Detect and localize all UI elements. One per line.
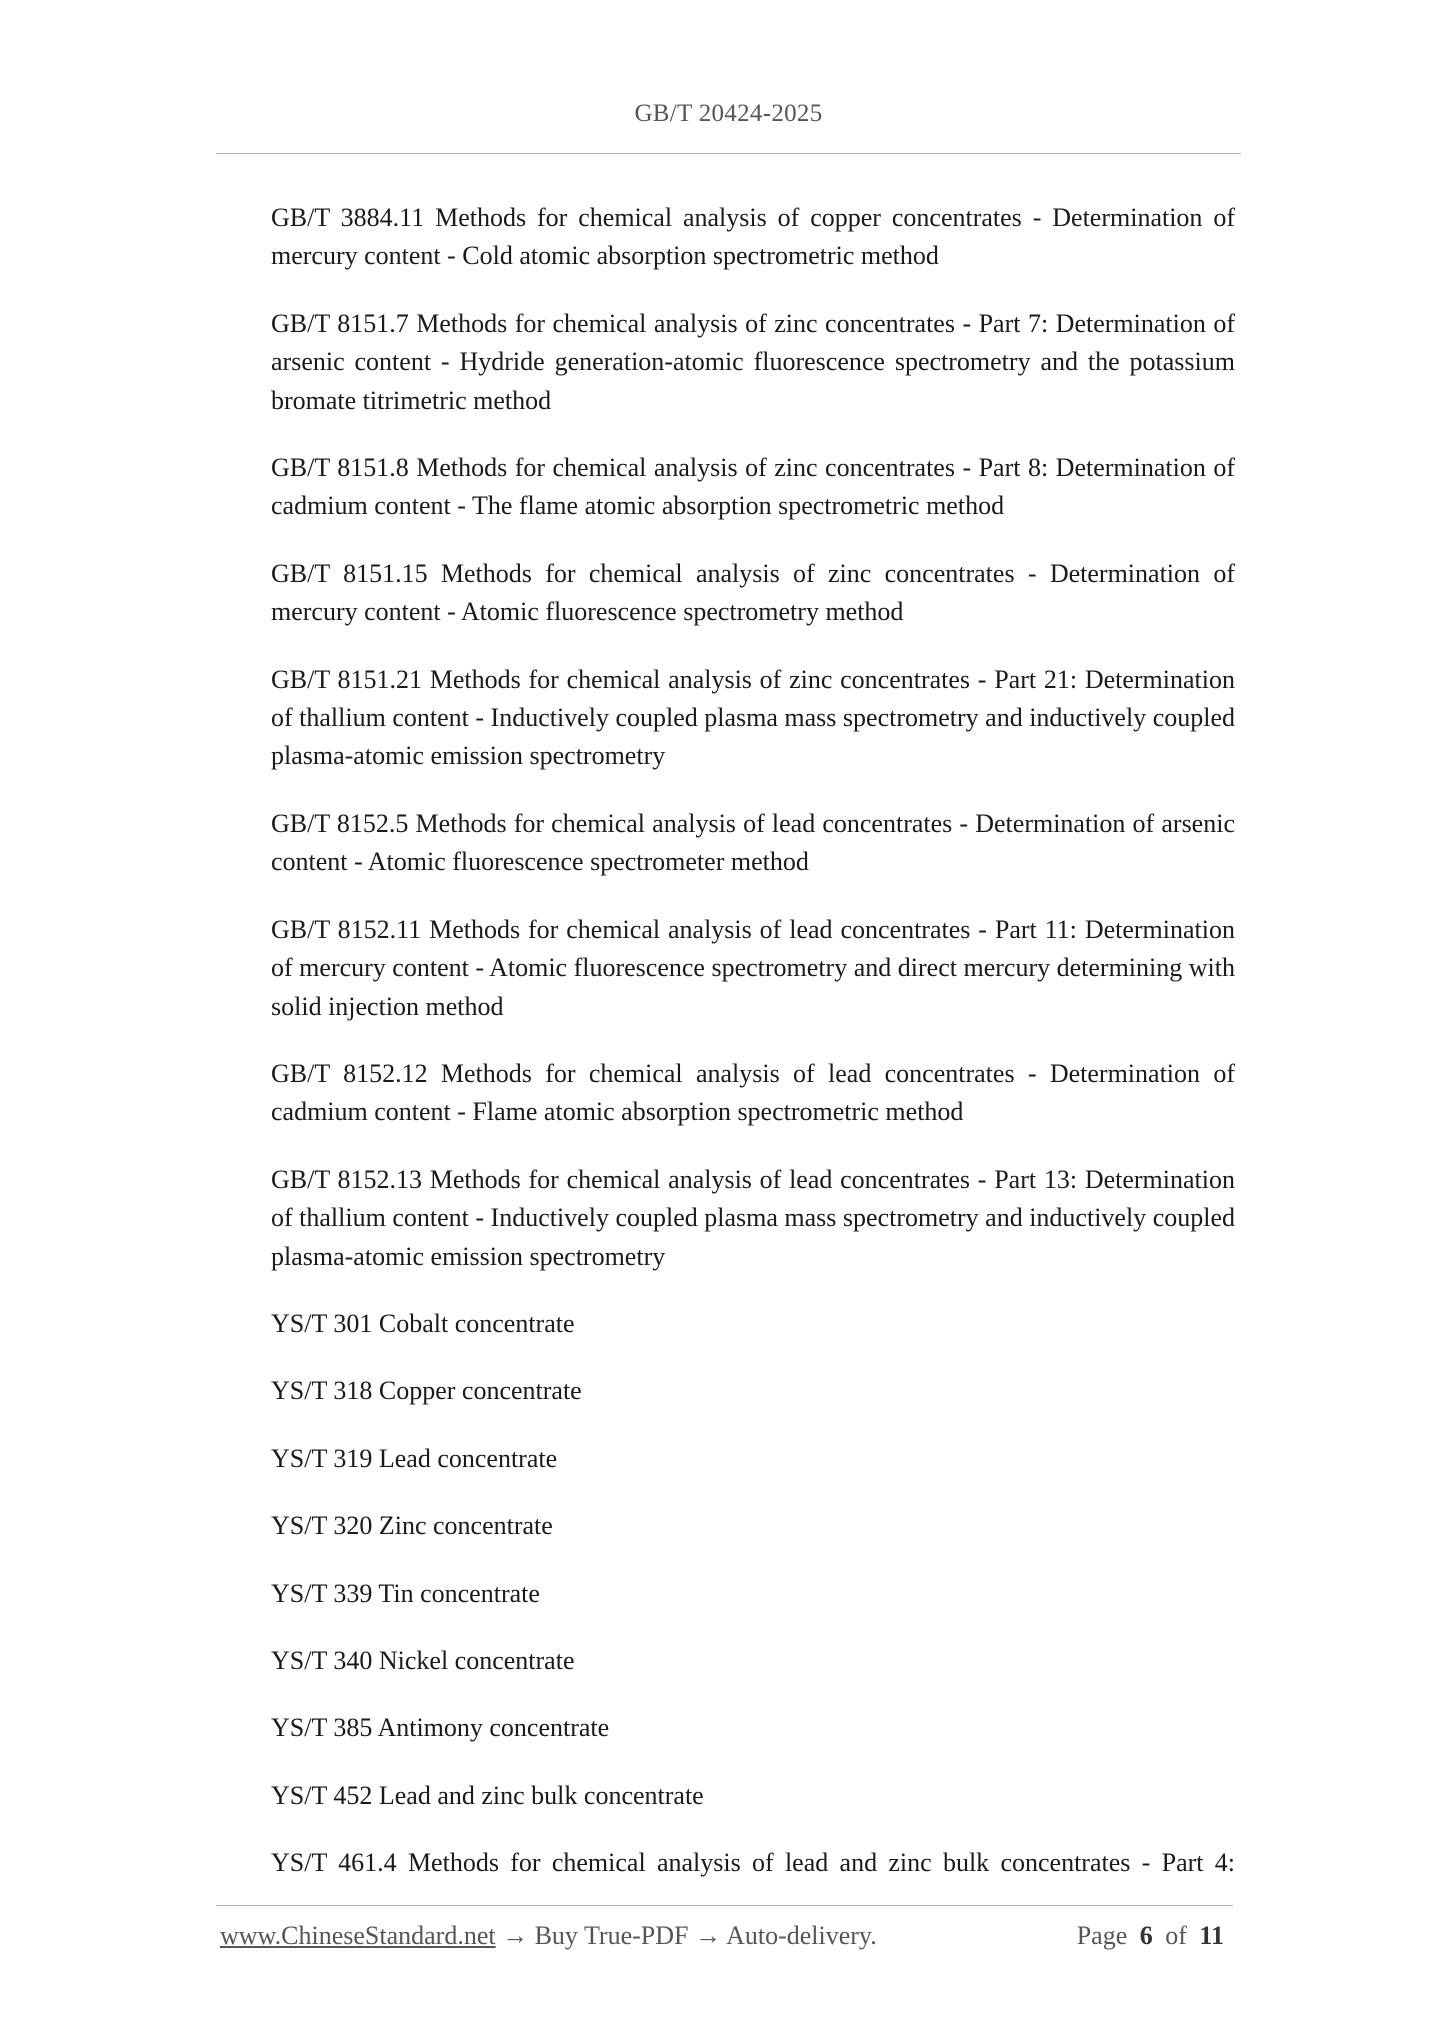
reference-item: GB/T 3884.11 Methods for chemical analysis of copper concentrates - Determination of mercury content - Cold atomic absorption spectrometric method bbox=[271, 203, 1235, 271]
page-label: Page bbox=[1076, 1921, 1128, 1950]
arrow-right-icon: → bbox=[695, 1921, 721, 1950]
reference-item: GB/T 8151.7 Methods for chemical analysis of zinc concentrates - Part 7: Determination of arsenic content - Hydride generation-atomic fluorescence spectrometry and the potassium bromate titrimetric method bbox=[271, 308, 1235, 415]
document-id: GB/T 20424-2025 bbox=[634, 100, 823, 127]
reference-item: YS/T 318 Copper concentrate bbox=[271, 1376, 582, 1406]
page-of: of bbox=[1165, 1921, 1187, 1950]
document-header bbox=[216, 100, 1241, 128]
normative-references-list bbox=[271, 199, 1235, 1912]
reference-item: YS/T 301 Cobalt concentrate bbox=[271, 1308, 575, 1338]
reference-item: YS/T 320 Zinc concentrate bbox=[271, 1511, 553, 1541]
reference-item: YS/T 339 Tin concentrate bbox=[271, 1578, 540, 1608]
header-divider bbox=[216, 153, 1241, 154]
reference-item: YS/T 319 Lead concentrate bbox=[271, 1443, 558, 1473]
page-total: 11 bbox=[1199, 1921, 1224, 1950]
reference-item: GB/T 8151.8 Methods for chemical analysis of zinc concentrates - Part 8: Determination of cadmium content - The flame atomic absorption spectrometric method bbox=[271, 453, 1235, 521]
reference-item: GB/T 8151.21 Methods for chemical analysis of zinc concentrates - Part 21: Determination of thallium content - Inductively coupled plasma mass spectrometry and inductively coupled plasma-atomic emission spectrometry bbox=[271, 664, 1235, 771]
reference-item: GB/T 8152.12 Methods for chemical analysis of lead concentrates - Determination of cadmium content - Flame atomic absorption spectrometric method bbox=[271, 1058, 1235, 1127]
reference-item: YS/T 452 Lead and zinc bulk concentrate bbox=[271, 1780, 704, 1810]
reference-item: GB/T 8152.5 Methods for chemical analysis of lead concentrates - Determination of arsenic content - Atomic fluorescence spectrometer method bbox=[271, 808, 1235, 877]
delivery-text: Auto-delivery. bbox=[726, 1921, 877, 1950]
reference-item: YS/T 385 Antimony concentrate bbox=[271, 1713, 610, 1743]
reference-item: YS/T 340 Nickel concentrate bbox=[271, 1645, 575, 1675]
reference-item: GB/T 8152.11 Methods for chemical analysis of lead concentrates - Part 11: Determination of mercury content - Atomic fluorescence spectrometry and direct mercury determining with solid injection method bbox=[271, 914, 1235, 1021]
reference-item-continued: YS/T 461.4 Methods for chemical analysis of lead and zinc bulk concentrates - Part 4: bbox=[271, 1848, 1235, 1878]
buy-text: Buy True-PDF bbox=[534, 1921, 689, 1950]
site-link[interactable]: www.ChineseStandard.net bbox=[220, 1921, 496, 1950]
arrow-right-icon: → bbox=[502, 1921, 529, 1950]
reference-item: GB/T 8151.15 Methods for chemical analysis of zinc concentrates - Determination of mercury content - Atomic fluorescence spectrometry method bbox=[271, 558, 1235, 627]
footer-divider bbox=[216, 1905, 1233, 1906]
page-number bbox=[1077, 1921, 1230, 1951]
footer-promo bbox=[220, 1921, 877, 1951]
reference-item: GB/T 8152.13 Methods for chemical analysis of lead concentrates - Part 13: Determination of thallium content - Inductively coupled plasma mass spectrometry and inductively coupled plasma-atomic emission spectrometry bbox=[271, 1164, 1235, 1271]
page-footer bbox=[220, 1921, 1230, 1951]
page-current: 6 bbox=[1139, 1921, 1153, 1950]
